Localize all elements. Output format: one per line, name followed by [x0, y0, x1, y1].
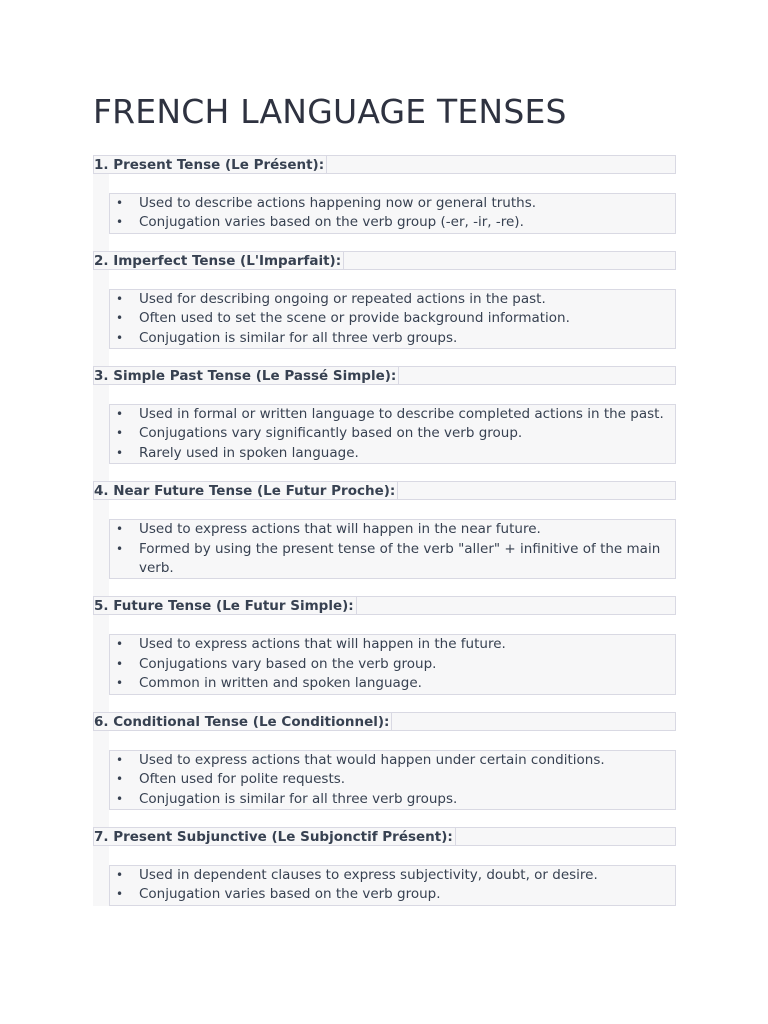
section-heading: [93, 596, 676, 615]
bullet-list: [109, 865, 676, 906]
section-heading: [93, 481, 676, 500]
section-heading: [93, 827, 676, 846]
list-item: • Conjugations vary significantly based on the verb group.: [110, 424, 675, 443]
section-heading-text: 7. Present Subjunctive (Le Subjonctif Présent):: [94, 828, 456, 845]
list-item: • Conjugation varies based on the verb group.: [110, 885, 675, 904]
list-item: • Used to express actions that would happen under certain conditions.: [110, 751, 675, 770]
section-heading: [93, 251, 676, 270]
section-heading-text: 3. Simple Past Tense (Le Passé Simple):: [94, 367, 399, 384]
bullet-list: [109, 519, 676, 579]
section-imperfect-tense: [93, 251, 676, 366]
list-item: • Used for describing ongoing or repeated actions in the past.: [110, 290, 675, 309]
section-conditional-tense: [93, 712, 676, 827]
bullet-list: [109, 404, 676, 464]
bullet-list: [109, 750, 676, 810]
document-page: [93, 90, 676, 906]
list-item: • Conjugation is similar for all three verb groups.: [110, 790, 675, 809]
list-item: • Rarely used in spoken language.: [110, 444, 675, 463]
bullet-list: [109, 193, 676, 234]
list-item: • Conjugations vary based on the verb group.: [110, 655, 675, 674]
bullet-list: [109, 289, 676, 349]
list-item: • Often used for polite requests.: [110, 770, 675, 789]
section-future-tense: [93, 596, 676, 711]
section-near-future-tense: [93, 481, 676, 596]
section-heading-text: 4. Near Future Tense (Le Futur Proche):: [94, 482, 398, 499]
section-heading: [93, 155, 676, 174]
section-heading-text: 6. Conditional Tense (Le Conditionnel):: [94, 713, 392, 730]
section-heading-text: 2. Imperfect Tense (L'Imparfait):: [94, 252, 344, 269]
section-heading-text: 1. Present Tense (Le Présent):: [94, 156, 327, 173]
list-item: • Conjugation is similar for all three verb groups.: [110, 329, 675, 348]
list-item: • Used in formal or written language to describe completed actions in the past.: [110, 405, 675, 424]
section-heading: [93, 712, 676, 731]
list-item: • Used to express actions that will happen in the near future.: [110, 520, 675, 539]
list-item: • Used to describe actions happening now or general truths.: [110, 194, 675, 213]
list-item: • Conjugation varies based on the verb group (-er, -ir, -re).: [110, 213, 675, 232]
list-item: • Used in dependent clauses to express subjectivity, doubt, or desire.: [110, 866, 675, 885]
section-heading-text: 5. Future Tense (Le Futur Simple):: [94, 597, 357, 614]
bullet-list: [109, 634, 676, 694]
section-present-subjunctive: [93, 827, 676, 906]
section-present-tense: [93, 155, 676, 251]
section-simple-past-tense: [93, 366, 676, 481]
document-title: FRENCH LANGUAGE TENSES: [93, 92, 567, 131]
list-item: • Often used to set the scene or provide background information.: [110, 309, 675, 328]
list-item: • Used to express actions that will happen in the future.: [110, 635, 675, 654]
section-heading: [93, 366, 676, 385]
list-item: • Formed by using the present tense of the verb "aller" + infinitive of the main verb.: [110, 540, 675, 579]
list-item: • Common in written and spoken language.: [110, 674, 675, 693]
